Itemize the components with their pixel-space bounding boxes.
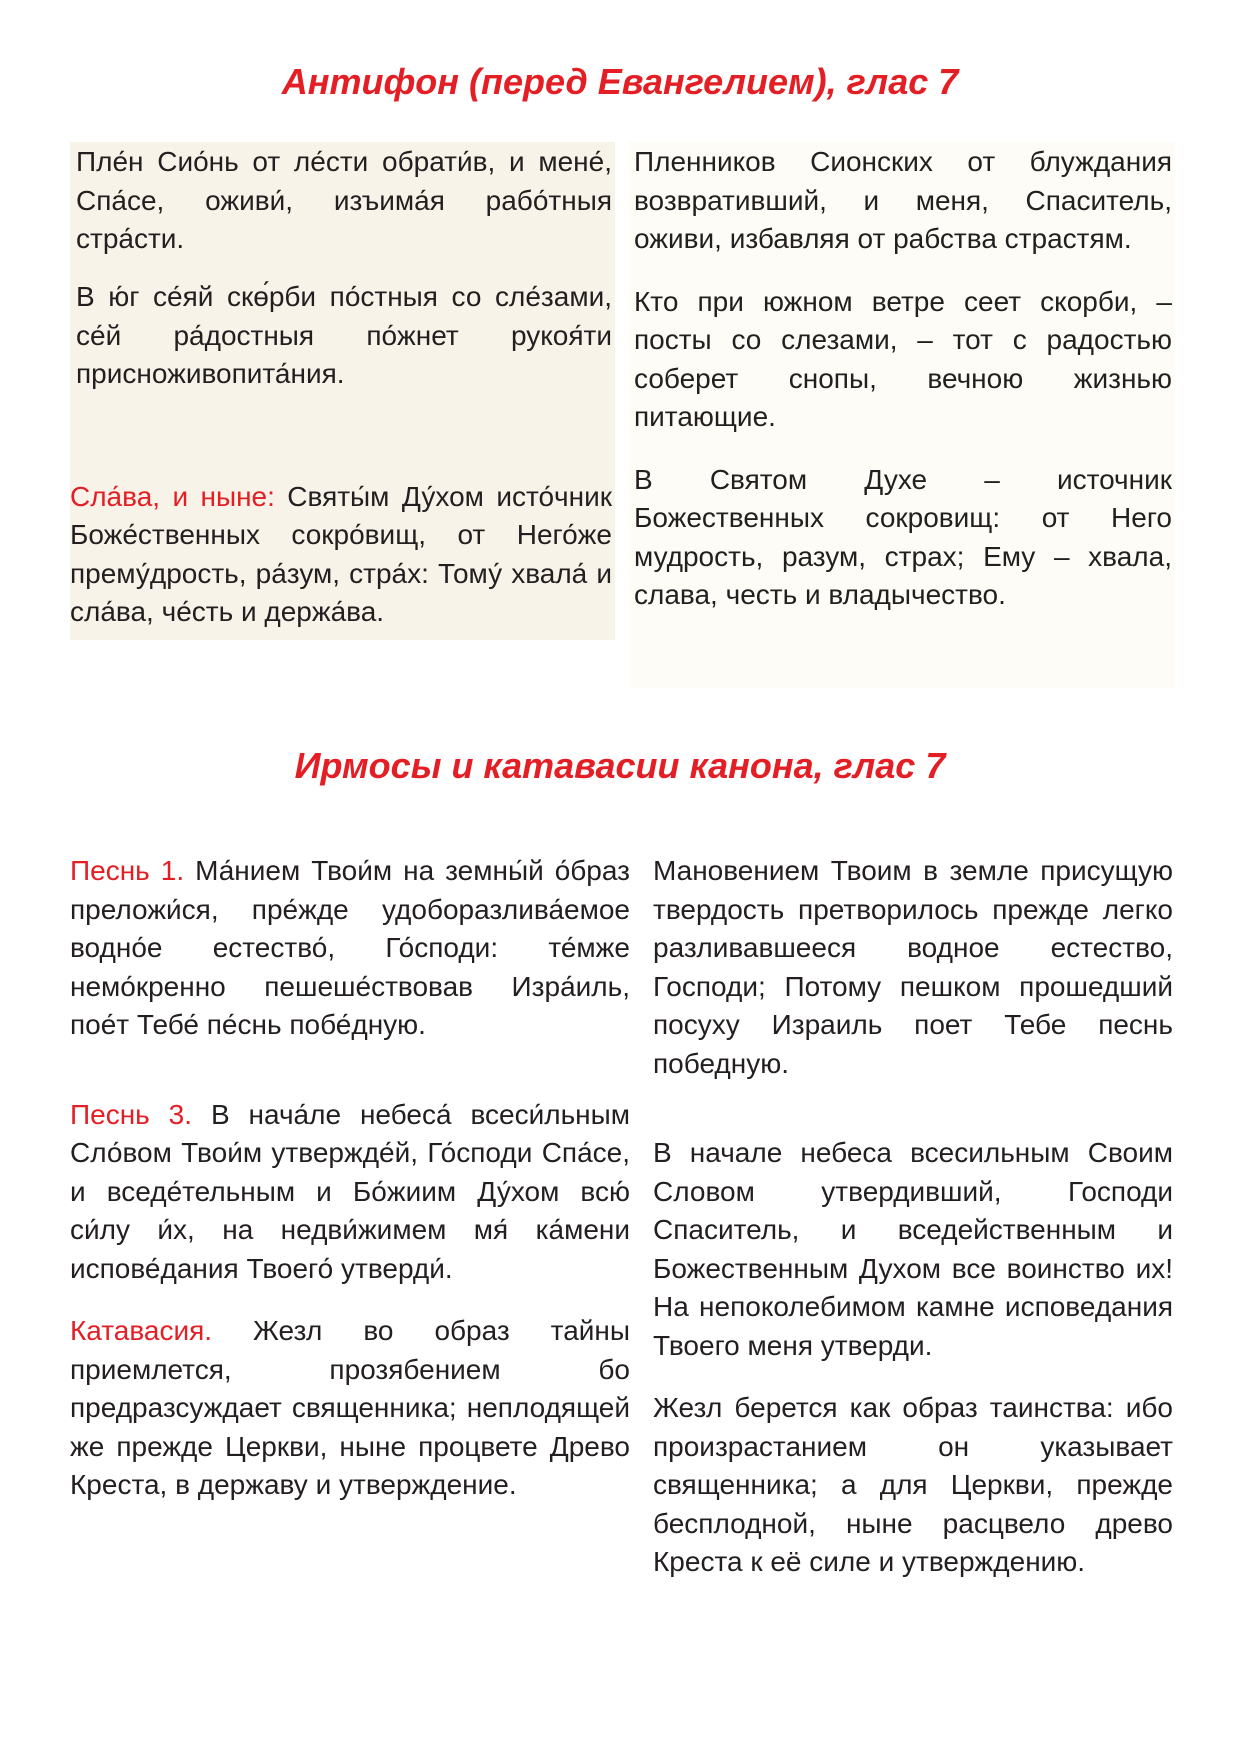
antiphon-slavonic-verse-2: В ю́г се́яй скө́рби по́стныя со сле́зами, се́й ра́достныя по́жнет рукоя́ти присноживопита́ния. (76, 281, 612, 389)
antiphon-russian-column (634, 143, 1172, 615)
antiphon-slavonic-doxology (70, 478, 612, 632)
section-title-antiphon: Антифон (перед Евангелием), глас 7 (281, 61, 959, 102)
antiphon-slavonic-column (70, 143, 612, 632)
ode-3-label: Песнь 3. (70, 1098, 193, 1130)
ode-1-text: Ма́нием Твои́м на земны́й о́браз преложи́ся, пре́жде удоборазлива́емое водно́е естество́, Го́споди: те́мже немо́кренно пешеше́ствовав Изра́иль, пое́т Тебе́ пе́снь побе́дную. (70, 855, 630, 1040)
irmos-ode-1-russian: Мановением Твоим в земле присущую твердость претворилось прежде легко разливавшееся водное естество, Господи; Потому пешком прошедший посуху Израиль поет Тебе песнь победную. (653, 855, 1173, 1079)
doxology-text: Святы́м Ду́хом исто́чник Боже́ственных сокро́вищ, от Него́же прему́дрость, ра́зум, стра́х: Тому́ хвала́ и сла́ва, че́сть и держа́ва. (70, 480, 612, 627)
katavasia-slavonic (70, 1312, 630, 1505)
irmos-ode-3-slavonic (70, 1096, 630, 1289)
irmos-ode-3-russian: В начале небеса всесильным Своим Словом утвердивший, Господи Спаситель, и вседейственным и Божественным Духом все воинство их! На непоколебимом камне исповедания Твоего меня утверди. (653, 1137, 1173, 1361)
katavasia-label: Катавасия. (70, 1315, 213, 1346)
antiphon-russian-verse-1: Пленников Сионских от блуждания возвративший, и меня, Спаситель, оживи, избавляя от рабства страстям. (634, 146, 1172, 254)
katavasia-russian: Жезл берется как образ таинства: ибо произрастанием он указывает священника; а для Церкви, прежде бесплодной, ныне расцвело древо Креста к её силе и утверждению. (653, 1392, 1173, 1577)
doxology-label: Сла́ва, и ныне: (70, 480, 275, 512)
katavasia-text: Жезл во образ тайны приемлется, прозябением бо предразсуждает священника; неплодящей же прежде Церкви, ныне процвете Древо Креста, в державу и утверждение. (70, 1315, 630, 1500)
antiphon-russian-doxology: В Святом Духе – источник Божественных сокровищ: от Него мудрость, разум, страх; Ему – хвала, слава, честь и владычество. (634, 463, 1172, 610)
irmos-ode-1-slavonic (70, 852, 630, 1045)
section-title-irmos: Ирмосы и катавасии канона, глас 7 (294, 745, 946, 786)
antiphon-slavonic-verse-1: Пле́н Сио́нь от ле́сти обрати́в, и мене́, Спа́се, оживи́, изъима́я рабо́тныя стра́сти. (76, 146, 612, 254)
irmos-slavonic-column (70, 852, 630, 1505)
antiphon-russian-verse-2: Кто при южном ветре сеет скорби, – посты со слезами, – тот с радостью соберет снопы, вечною жизнью питающие. (634, 285, 1172, 432)
ode-3-text: В нача́ле небеса́ всеси́льным Сло́вом Твои́м утвержде́й, Го́споди Спа́се, и вседе́тельным и Бо́жиим Ду́хом всю́ си́лу и́х, на недви́жимем мя́ ка́мени испове́дания Твоего́ утверди́. (70, 1098, 630, 1284)
ode-1-label: Песнь 1. (70, 855, 185, 886)
irmos-russian-column (653, 852, 1173, 1582)
